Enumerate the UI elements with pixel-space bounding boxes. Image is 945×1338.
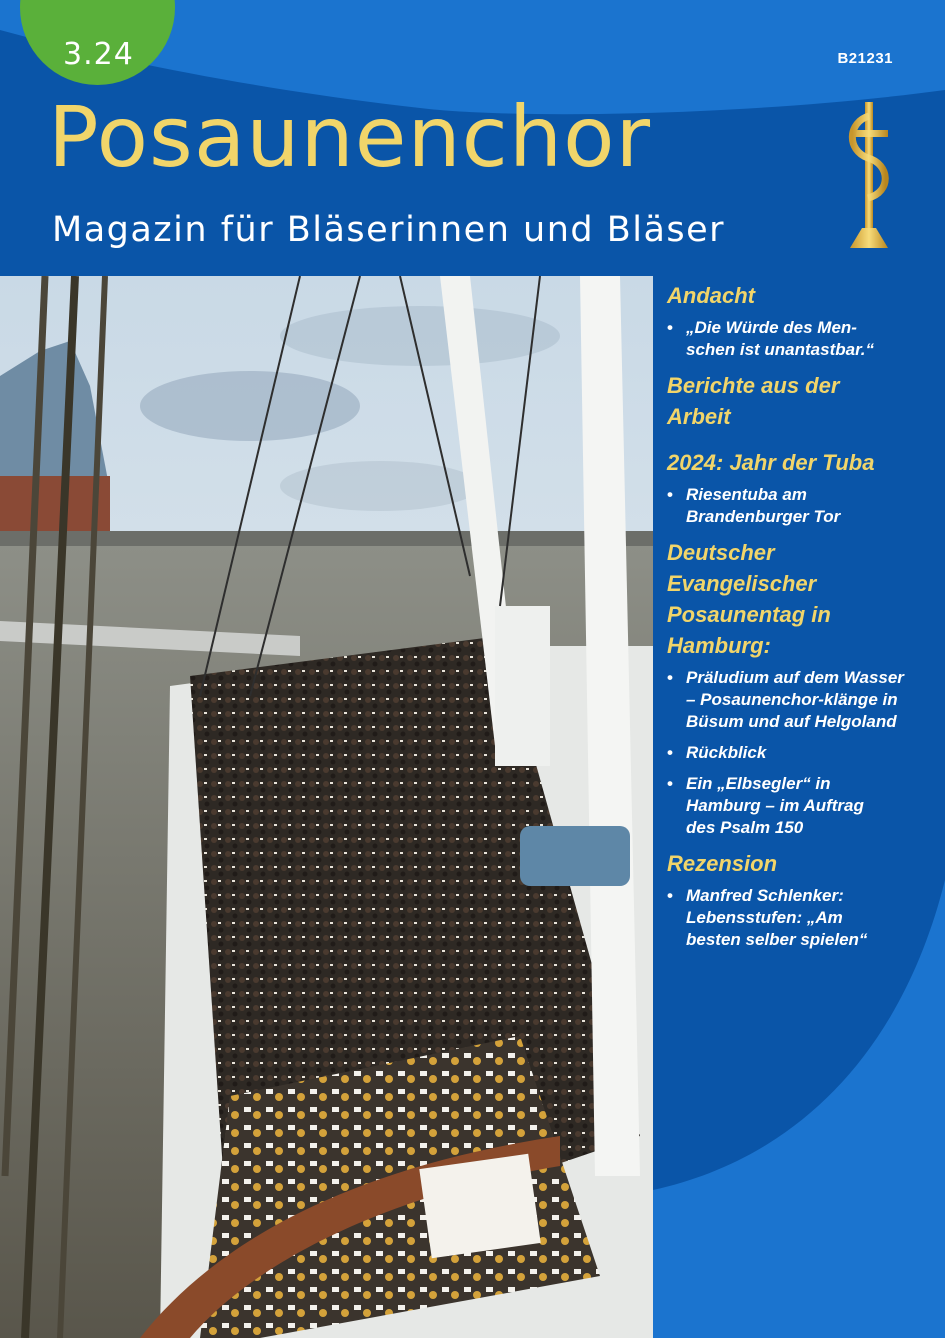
cover-photo	[0, 276, 653, 1338]
issue-number: 3.24	[63, 37, 134, 72]
toc-list-rezension	[667, 885, 937, 951]
toc-heading-berichte: Berichte aus der Arbeit	[667, 373, 840, 429]
toc-list-posaunentag	[667, 667, 937, 839]
toc-list-andacht	[667, 317, 937, 361]
toc-item: • „Die Würde des Men-schen ist unantastbar.“	[667, 317, 892, 361]
toc-list-tuba	[667, 484, 937, 528]
toc-item: • Ein „Elbsegler“ in Hamburg – im Auftrag des Psalm 150	[667, 773, 877, 839]
toc-item: • Manfred Schlenker: Lebensstufen: „Am besten selber spielen“	[667, 885, 882, 951]
toc-item: • Präludium auf dem Wasser – Posaunenchor-klänge in Büsum und auf Helgoland	[667, 667, 912, 733]
toc-heading-andacht: Andacht	[667, 283, 755, 308]
magazine-title: Posaunenchor	[48, 88, 652, 186]
toc-heading-tuba: 2024: Jahr der Tuba	[667, 450, 875, 475]
ship-brass-band-photo	[0, 276, 653, 1338]
toc-item: • Riesentuba am Brandenburger Tor	[667, 484, 867, 528]
toc-heading-posaunentag: Deutscher Evangelischer Posaunentag in Hamburg:	[667, 540, 831, 658]
magazine-subtitle: Magazin für Bläserinnen und Bläser	[52, 210, 726, 250]
toc-heading-rezension: Rezension	[667, 851, 778, 876]
issue-code: B21231	[837, 50, 893, 67]
table-of-contents	[667, 280, 937, 960]
toc-item: • Rückblick	[667, 742, 937, 764]
trumpet-cross-emblem-icon	[838, 102, 900, 250]
